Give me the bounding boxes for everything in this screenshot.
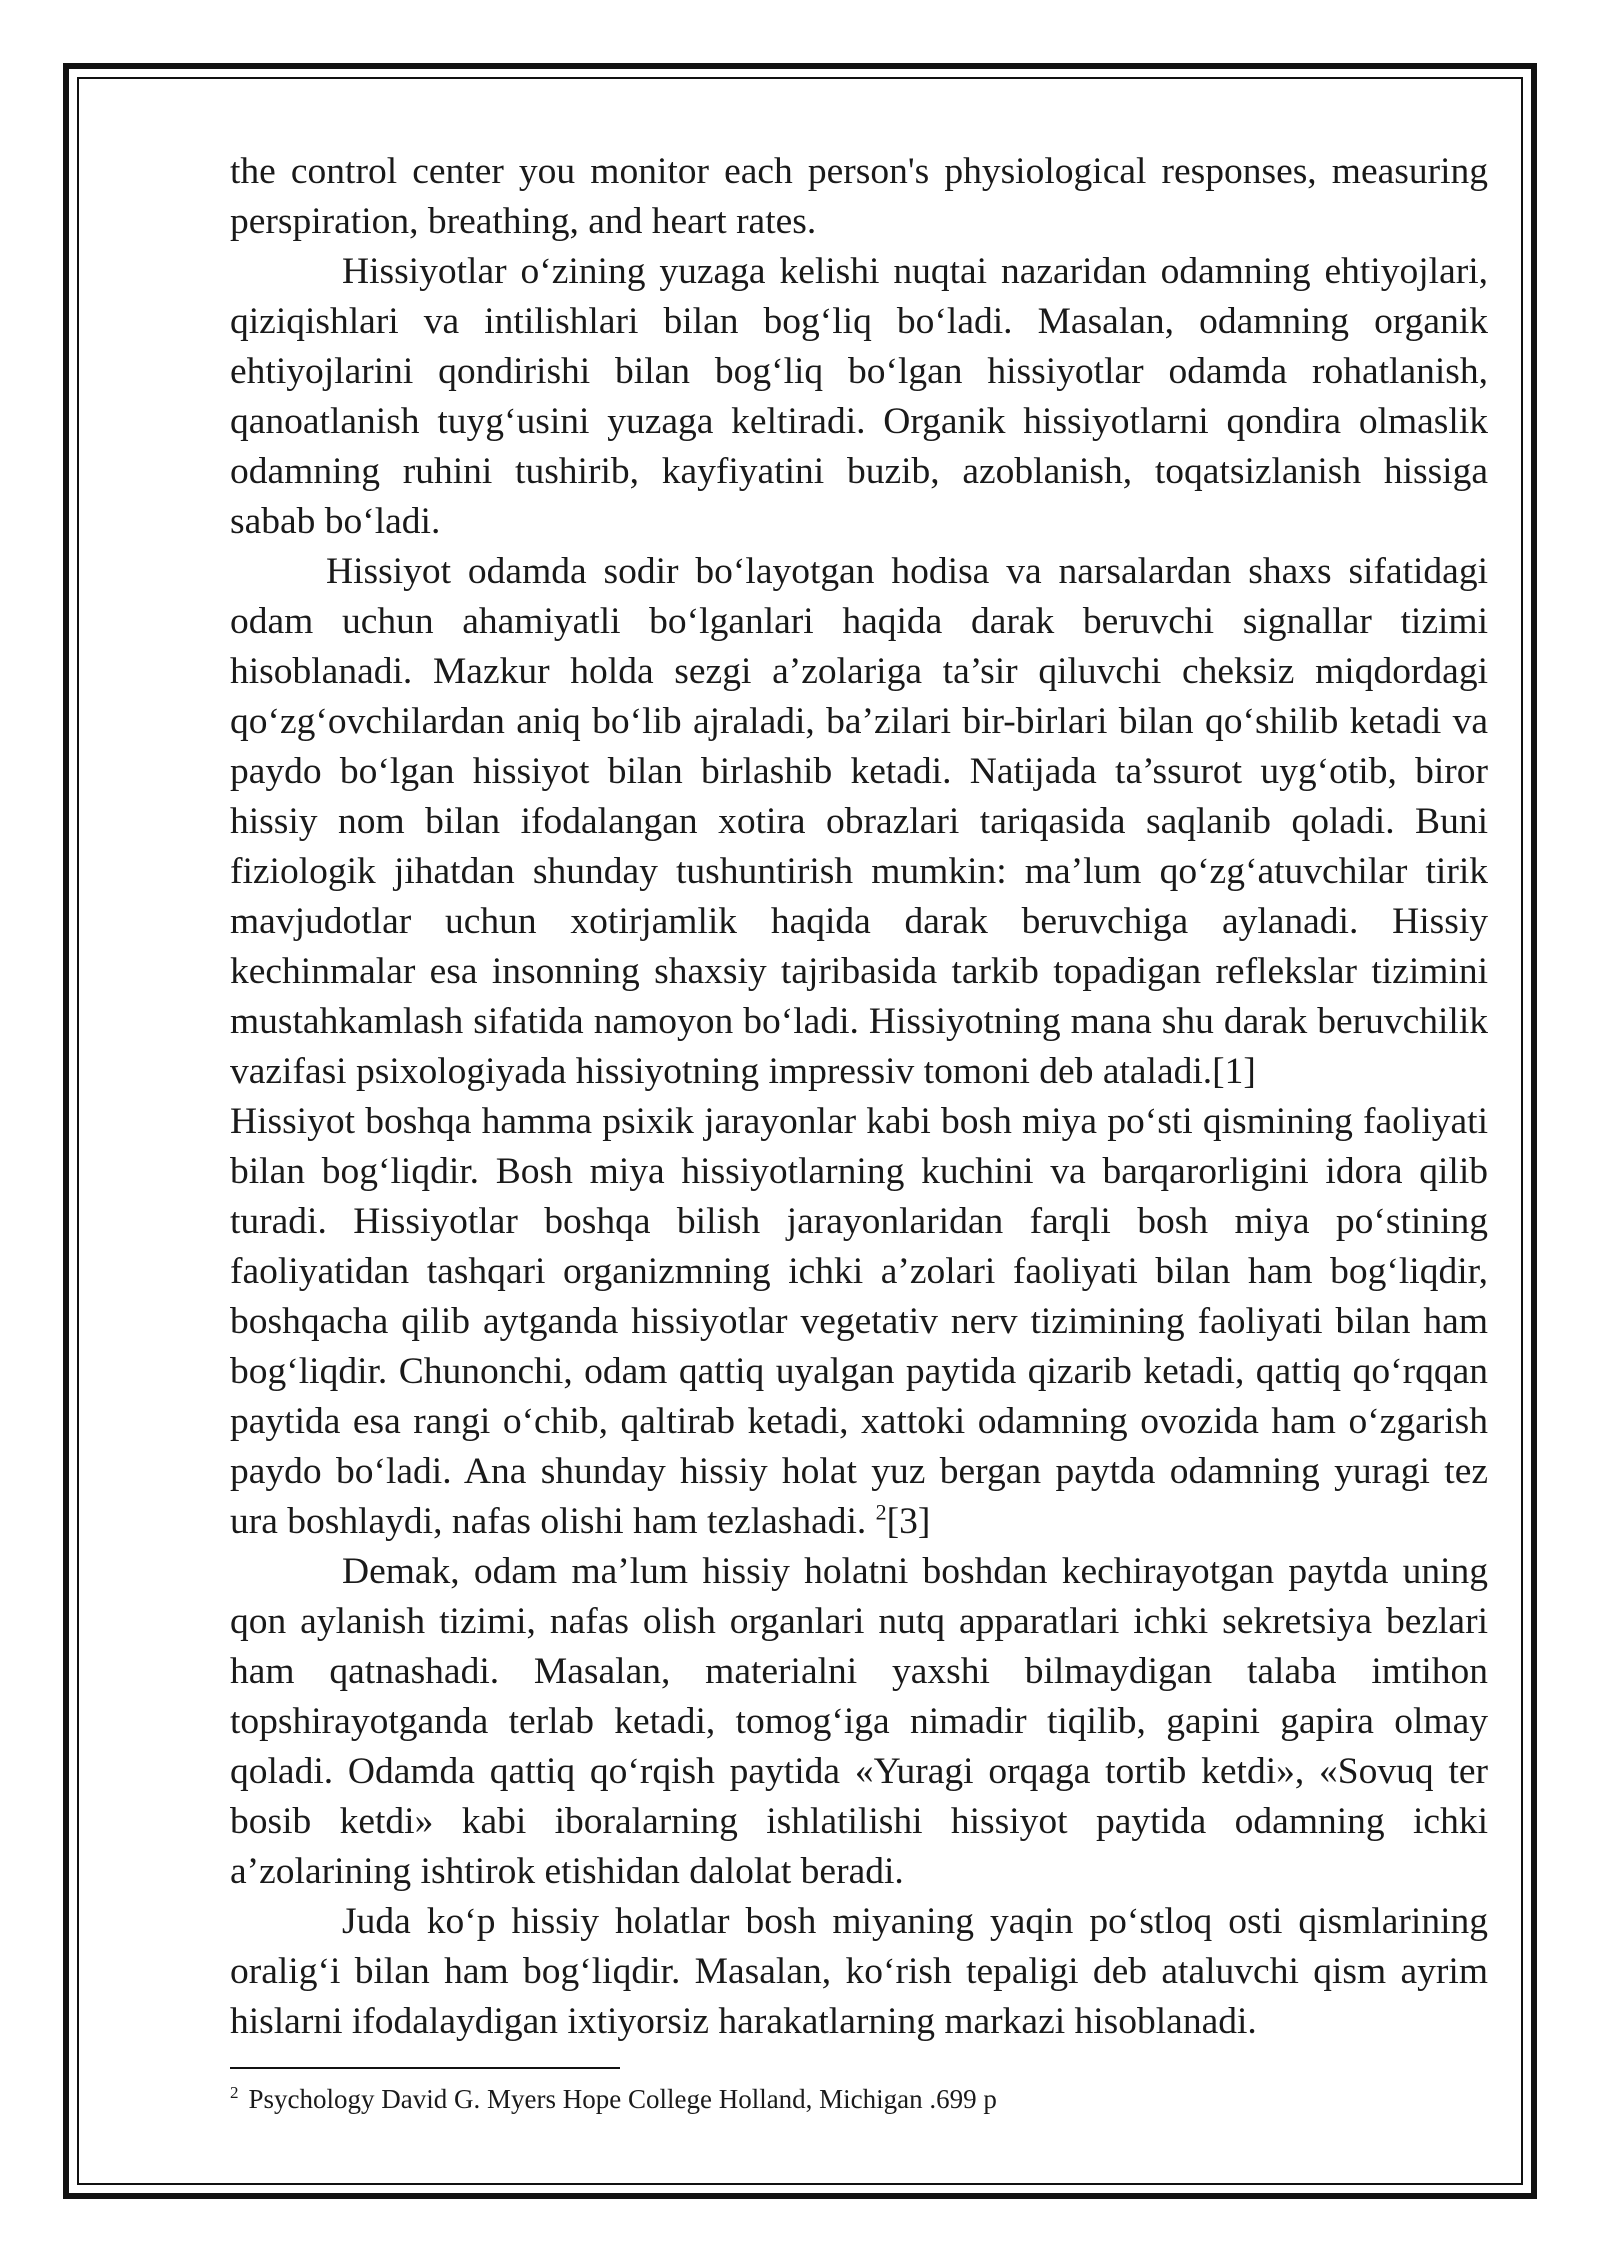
paragraph-2: Hissiyotlar o‘zining yuzaga kelishi nuqtai nazaridan odamning ehtiyojlari, qiziqishlari va intilishlari bilan bog‘liq bo‘ladi. Masalan, odamning organik ehtiyojlarini qondirishi bilan bog‘liq bo‘lgan hissiyotlar odamda rohatlanish, qanoatlanish tuyg‘usini yuzaga keltiradi. Organik hissiyotlarni qondira olmaslik odamning ruhini tushirib, kayfiyatini buzib, azoblanish, toqatsizlanish hissiga sabab bo‘ladi.: [230, 251, 1488, 542]
footnote-marker: 2: [230, 2083, 239, 2102]
paragraph-5: Demak, odam ma’lum hissiy holatni boshdan kechirayotgan paytda uning qon aylanish tizimi, nafas olish organlari nutq apparatlari ichki sekretsiya bezlari ham qatnashadi. Masalan, materialni yaxshi bilmaydigan talaba imtihon topshirayotganda terlab ketadi, tomog‘iga nimadir tiqilib, gapini gapira olmay qoladi. Odamda qattiq qo‘rqish paytida «Yuragi orqaga tortib ketdi», «Sovuq ter bosib ketdi» kabi iboralarning ishlatilishi hissiyot paytida odamning ichki a’zolarining ishtirok etishidan dalolat beradi.: [230, 1551, 1488, 1892]
paragraph-4-text: Hissiyot boshqa hamma psixik jarayonlar kabi bosh miya po‘sti qismining faoliyati bilan bog‘liqdir. Bosh miya hissiyotlarning kuchini va barqarorligini idora qilib turadi. Hissiyotlar boshqa bilish jarayonlaridan farqli bosh miya po‘stining faoliyatidan tashqari organizmning ichki a’zolari faoliyati bilan ham bog‘liqdir, boshqacha qilib aytganda hissiyotlar vegetativ nerv tizimining faoliyati bilan ham bog‘liqdir. Chunonchi, odam qattiq uyalgan paytida qizarib ketadi, qattiq qo‘rqqan paytida esa rangi o‘chib, qaltirab ketadi, xattoki odamning ovozida ham o‘zgarish paydo bo‘ladi. Ana shunday hissiy holat yuz bergan paytda odamning yuragi tez ura boshlaydi, nafas olishi ham tezlashadi.: [230, 1101, 1488, 1542]
footnote-reference[interactable]: 2: [875, 1499, 887, 1525]
document-body: [230, 147, 1488, 2117]
paragraph-6: Juda ko‘p hissiy holatlar bosh miyaning yaqin po‘stloq osti qismlarining oralig‘i bilan ham bog‘liqdir. Masalan, ko‘rish tepaligi deb ataluvchi qism ayrim hislarni ifodalaydigan ixtiyorsiz harakatlarning markazi hisoblanadi.: [230, 1901, 1488, 2042]
paragraph-1: the control center you monitor each person's physiological responses, measuring perspiration, breathing, and heart rates.: [230, 151, 1488, 242]
citation-reference: [3]: [886, 1501, 931, 1542]
footnote: [230, 2081, 1488, 2117]
paragraph-4: [230, 1097, 1488, 1547]
paragraph-3: Hissiyot odamda sodir bo‘layotgan hodisa va narsalardan shaxs sifatidagi odam uchun ahamiyatli bo‘lganlari haqida darak beruvchi signallar tizimi hisoblanadi. Mazkur holda sezgi a’zolariga ta’sir qiluvchi cheksiz miqdordagi qo‘zg‘ovchilardan aniq bo‘lib ajraladi, ba’zilari bir-birlari bilan qo‘shilib ketadi va paydo bo‘lgan hissiyot bilan birlashib ketadi. Natijada ta’ssurot uyg‘otib, biror hissiy nom bilan ifodalangan xotira obrazlari tariqasida saqlanib qoladi. Buni fiziologik jihatdan shunday tushuntirish mumkin: ma’lum qo‘zg‘atuvchilar tirik mavjudotlar uchun xotirjamlik haqida darak beruvchiga aylanadi. Hissiy kechinmalar esa insonning shaxsiy tajribasida tarkib topadigan reflekslar tizimini mustahkamlash sifatida namoyon bo‘ladi. Hissiyotning mana shu darak beruvchilik vazifasi psixologiyada hissiyotning impressiv tomoni deb ataladi.[1]: [230, 551, 1488, 1092]
footnote-divider: [230, 2067, 620, 2069]
footnote-text: Psychology David G. Myers Hope College Holland, Michigan .699 p: [248, 2084, 997, 2114]
